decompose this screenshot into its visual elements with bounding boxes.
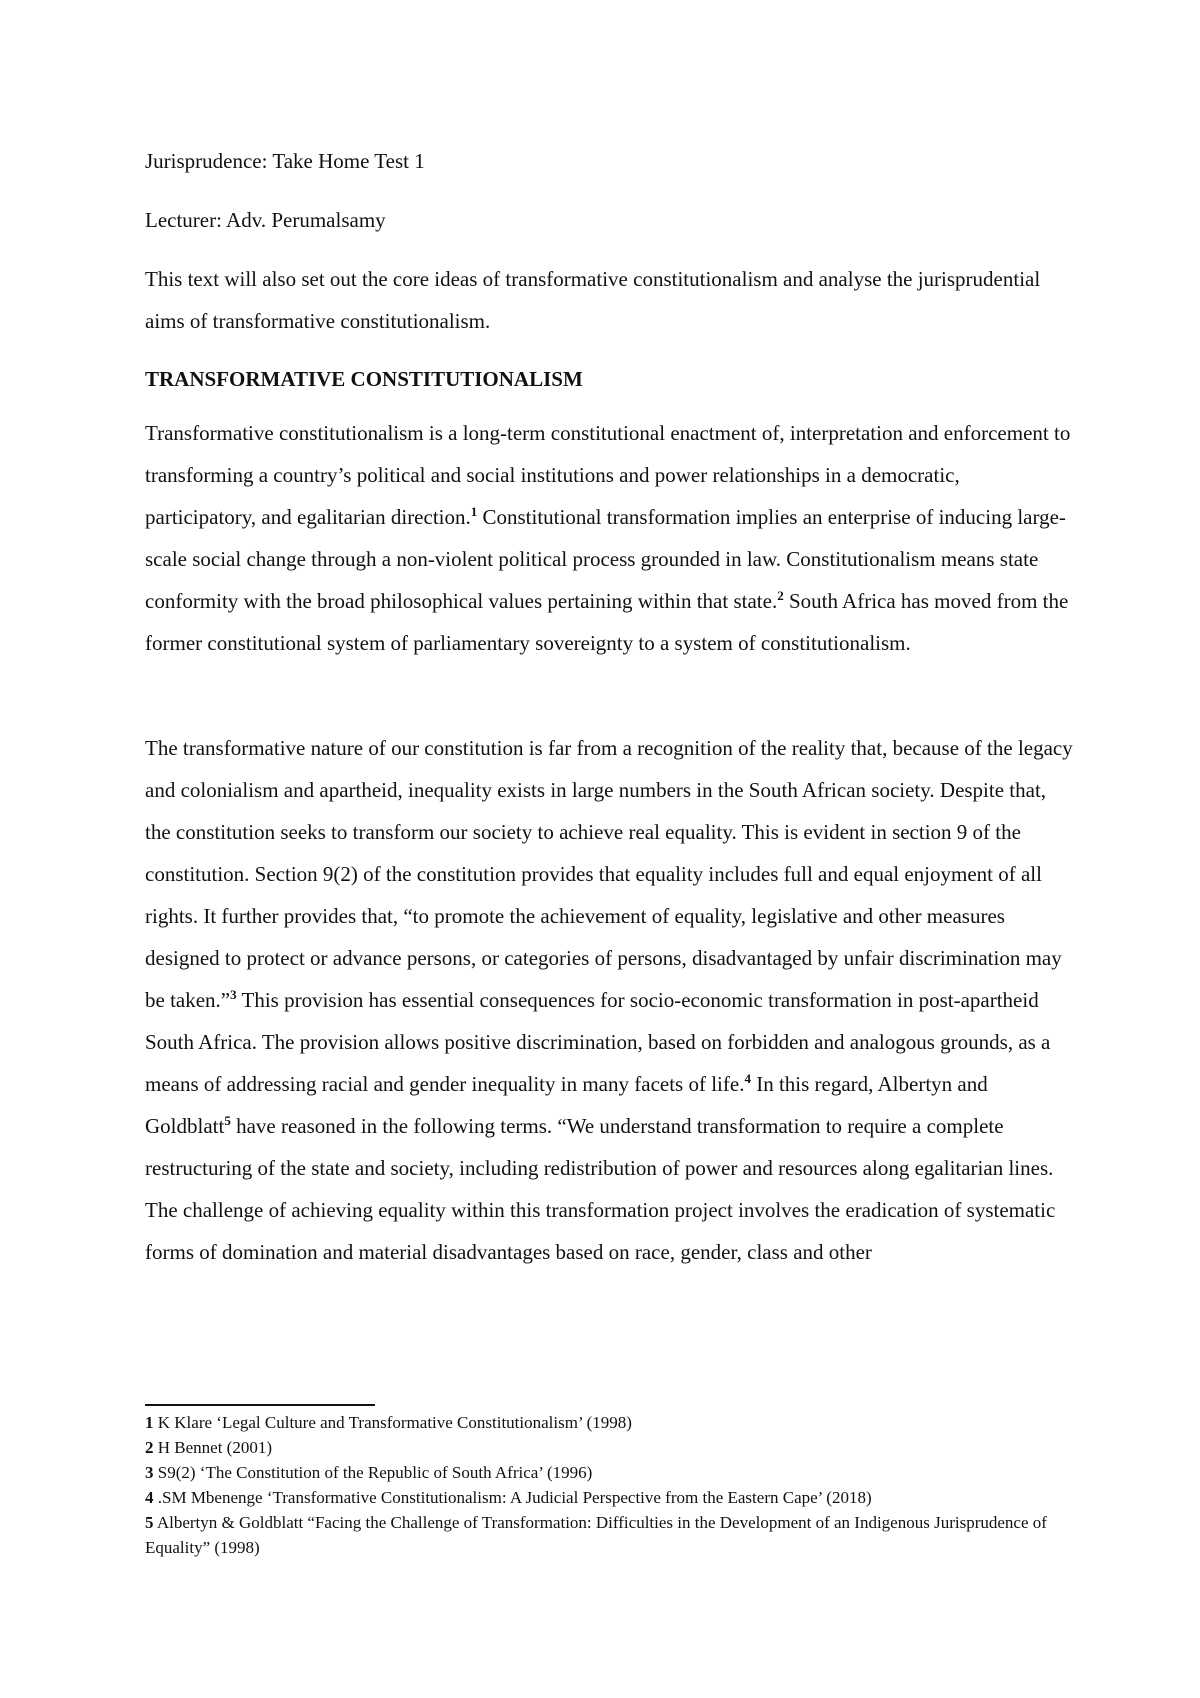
paragraph-2-part-1: The transformative nature of our constitution is far from a recognition of the reality that, because of the legacy and colonialism and apartheid, inequality exists in large numbers in the South African society. Despite that, the constitution seeks to transform our society to achieve real equality. This is evident in section 9 of the constitution. Section 9(2) of the constitution provides that equality includes full and equal enjoyment of all rights. It further provides that, “to promote the achievement of equality, legislative and other measures designed to protect or advance persons, or categories of persons, disadvantaged by unfair discrimination may be taken.” (145, 736, 1073, 1012)
document-title-line: Jurisprudence: Take Home Test 1 (145, 149, 425, 173)
intro-paragraph: This text will also set out the core ideas of transformative constitutionalism and analyse the jurisprudential aims of transformative constitutionalism. (145, 267, 1041, 333)
footnote-number: 1 (145, 1413, 154, 1432)
paragraph-1-sentence-3: South Africa has moved from the former constitutional system of parliamentary sovereignty to a system of constitutionalism. (145, 589, 1069, 655)
section-heading: TRANSFORMATIVE CONSTITUTIONALISM (145, 367, 583, 391)
paragraph-2-part-4: have reasoned in the following terms. “We understand transformation to require a complete restructuring of the state and society, including redistribution of power and resources along egalitarian lines. The challenge of achieving equality within this transformation project involves the eradication of systematic forms of domination and material disadvantages based on race, gender, class and other (145, 1114, 1056, 1264)
footnote-number: 5 (145, 1513, 154, 1532)
footnote-text: H Bennet (2001) (157, 1438, 273, 1457)
footnote-number: 2 (145, 1438, 154, 1457)
paragraph-1-sentence-1: Transformative constitutionalism is a long-term constitutional enactment of, interpretation and enforcement to transforming a country’s political and social institutions and power relationships in a democratic, participatory, and egalitarian direction. (145, 421, 1071, 529)
paragraph-1-sentence-2: Constitutional transformation implies an enterprise of inducing large-scale social change through a non-violent political process grounded in law. Constitutionalism means state conformity with the broad philosophical values pertaining within that state. (145, 505, 1066, 613)
footnote-divider (145, 1404, 375, 1406)
footnotes-list (145, 1410, 1075, 1560)
paragraph-2-part-3: In this regard, Albertyn and Goldblatt (145, 1072, 988, 1138)
footnote-item (145, 1410, 1075, 1435)
footnote-number: 3 (145, 1463, 154, 1482)
paragraph-2-part-2: This provision has essential consequences for socio-economic transformation in post-apartheid South Africa. The provision allows positive discrimination, based on forbidden and analogous grounds, as a means of addressing racial and gender inequality in many facets of life. (145, 988, 1051, 1096)
footnote-ref-3: 3 (230, 987, 237, 1002)
footnote-item (145, 1485, 1075, 1510)
footnote-ref-2: 2 (777, 588, 784, 603)
footnote-text: Albertyn & Goldblatt “Facing the Challenge of Transformation: Difficulties in the Development of an Indigenous Jurisprudence of Equality” (1998) (145, 1513, 1047, 1557)
footnote-ref-5: 5 (224, 1113, 231, 1128)
lecturer-line: Lecturer: Adv. Perumalsamy (145, 208, 386, 232)
paragraph-2 (145, 727, 1075, 1273)
footnote-item (145, 1460, 1075, 1485)
footnote-text: K Klare ‘Legal Culture and Transformative Constitutionalism’ (1998) (157, 1413, 632, 1432)
footnote-text: .SM Mbenenge ‘Transformative Constitutionalism: A Judicial Perspective from the Eastern Cape’ (2018) (157, 1488, 872, 1507)
footnote-item (145, 1435, 1075, 1460)
footnote-ref-4: 4 (744, 1071, 751, 1086)
footnote-item (145, 1510, 1075, 1560)
footnote-number: 4 (145, 1488, 154, 1507)
paragraph-1 (145, 412, 1075, 664)
footnote-ref-1: 1 (470, 504, 478, 519)
footnote-text: S9(2) ‘The Constitution of the Republic of South Africa’ (1996) (157, 1463, 593, 1482)
